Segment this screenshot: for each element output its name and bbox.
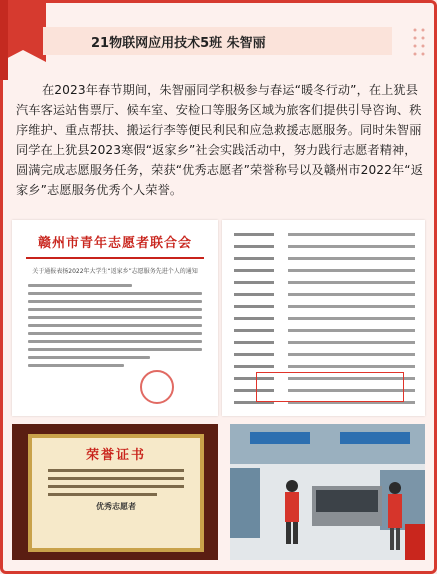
certificate-title: 荣誉证书 — [85, 448, 146, 463]
student-title: 21物联网应用技术5班 朱智丽 — [91, 35, 266, 51]
station-scene-illustration — [230, 424, 425, 560]
official-seal — [140, 370, 174, 404]
name-list-document-image — [222, 220, 425, 416]
document-notice-title: 关于通报表扬2022年大学生“返家乡”志愿服务先进个人的通知 — [32, 268, 198, 275]
station-volunteer-photo — [230, 424, 425, 560]
description-paragraph: 在2023年春节期间，朱智丽同学积极参与春运“暖冬行动”，在上犹县汽车客运站售票厅、候车室、安检口等服务区域为旅客们提供引导咨询、秩序维护、重点帮扶、搬运行李等便民利民和应急救援志愿服务。同时朱智丽同学在上犹县2023寒假“返家乡”社会实践活动中，努力践行志愿者精神，圆满完成志愿服务任务，荣获“优秀志愿者”荣誉称号以及赣州市2022年“返家乡”志愿服务优秀个人荣誉。 — [16, 83, 423, 197]
highlighted-name-box — [256, 372, 404, 402]
document-org-name: 赣州市青年志愿者联合会 — [37, 236, 192, 251]
document-text-lines — [28, 284, 202, 367]
certificate-photo — [12, 424, 218, 560]
document-red-rule — [26, 257, 204, 259]
certificate-frame — [28, 434, 204, 552]
dots-decoration — [411, 26, 429, 64]
notice-document-image — [12, 220, 218, 416]
certificate-award: 优秀志愿者 — [96, 502, 136, 511]
header-bar — [38, 27, 392, 55]
certificate-text-lines — [48, 469, 184, 496]
